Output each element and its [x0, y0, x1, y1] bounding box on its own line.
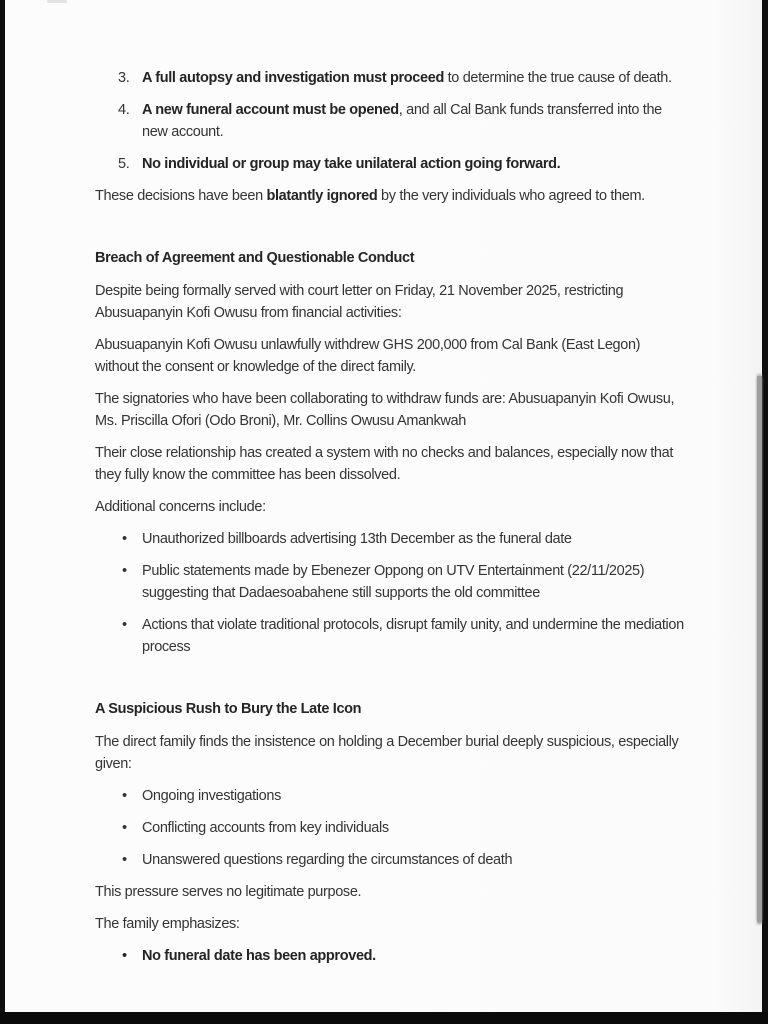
document-page	[5, 0, 762, 1012]
emphasis-bullet-list	[95, 945, 685, 967]
ignored-statement: These decisions have been blatantly ignored by the very individuals who agreed to them.	[95, 188, 645, 204]
list-item-number: 5.	[118, 156, 130, 172]
list-item-number: 3.	[118, 70, 130, 86]
bullet-item: • Ongoing investigations	[95, 785, 685, 807]
paragraph: Despite being formally served with court letter on Friday, 21 November 2025, restricting Abusuapanyin Kofi Owusu from financial activities:	[95, 283, 624, 321]
section-heading-breach: Breach of Agreement and Questionable Conduct	[95, 250, 415, 266]
list-item-text: A full autopsy and investigation must proceed to determine the true cause of death.	[142, 70, 672, 86]
paragraph: This pressure serves no legitimate purpose.	[95, 884, 362, 900]
scrollbar-thumb[interactable]	[757, 376, 762, 922]
paragraph: The direct family finds the insistence on holding a December burial deeply suspicious, especially given:	[95, 734, 679, 772]
suspicion-bullet-list	[95, 785, 685, 871]
list-item-number: 4.	[118, 102, 130, 118]
bottom-letterbox-bar	[0, 1012, 768, 1024]
list-item-5	[95, 153, 685, 175]
right-letterbox-edge	[762, 0, 768, 1024]
bullet-item: • Actions that violate traditional protocols, disrupt family unity, and undermine the mediation process	[95, 614, 685, 658]
bullet-item: • Conflicting accounts from key individuals	[95, 817, 685, 839]
section-heading-rush: A Suspicious Rush to Bury the Late Icon	[95, 701, 362, 717]
paragraph: Their close relationship has created a system with no checks and balances, especially now that they fully know the committee has been dissolved.	[95, 445, 674, 483]
list-item-text: A new funeral account must be opened, and all Cal Bank funds transferred into the new account.	[142, 102, 662, 140]
list-item-text: No individual or group may take unilateral action going forward.	[142, 156, 561, 172]
decisions-numbered-list	[95, 67, 685, 175]
list-item-3	[95, 67, 685, 89]
photo-artifact	[47, 0, 67, 3]
bullet-item: • Unanswered questions regarding the circumstances of death	[95, 849, 685, 871]
list-item-4	[95, 99, 685, 143]
document-content	[95, 0, 685, 977]
paragraph: The family emphasizes:	[95, 916, 240, 932]
concerns-bullet-list	[95, 528, 685, 658]
paragraph: Additional concerns include:	[95, 499, 266, 515]
bullet-item: • Public statements made by Ebenezer Oppong on UTV Entertainment (22/11/2025) suggesting that Dadaesoabahene still supports the old committee	[95, 560, 685, 604]
paragraph: The signatories who have been collaborating to withdraw funds are: Abusuapanyin Kofi Owusu, Ms. Priscilla Ofori (Odo Broni), Mr. Collins Owusu Amankwah	[95, 391, 675, 429]
bullet-item-final: • No funeral date has been approved.	[95, 945, 685, 967]
paragraph: Abusuapanyin Kofi Owusu unlawfully withdrew GHS 200,000 from Cal Bank (East Legon) without the consent or knowledge of the direct family.	[95, 337, 641, 375]
bullet-item: • Unauthorized billboards advertising 13th December as the funeral date	[95, 528, 685, 550]
